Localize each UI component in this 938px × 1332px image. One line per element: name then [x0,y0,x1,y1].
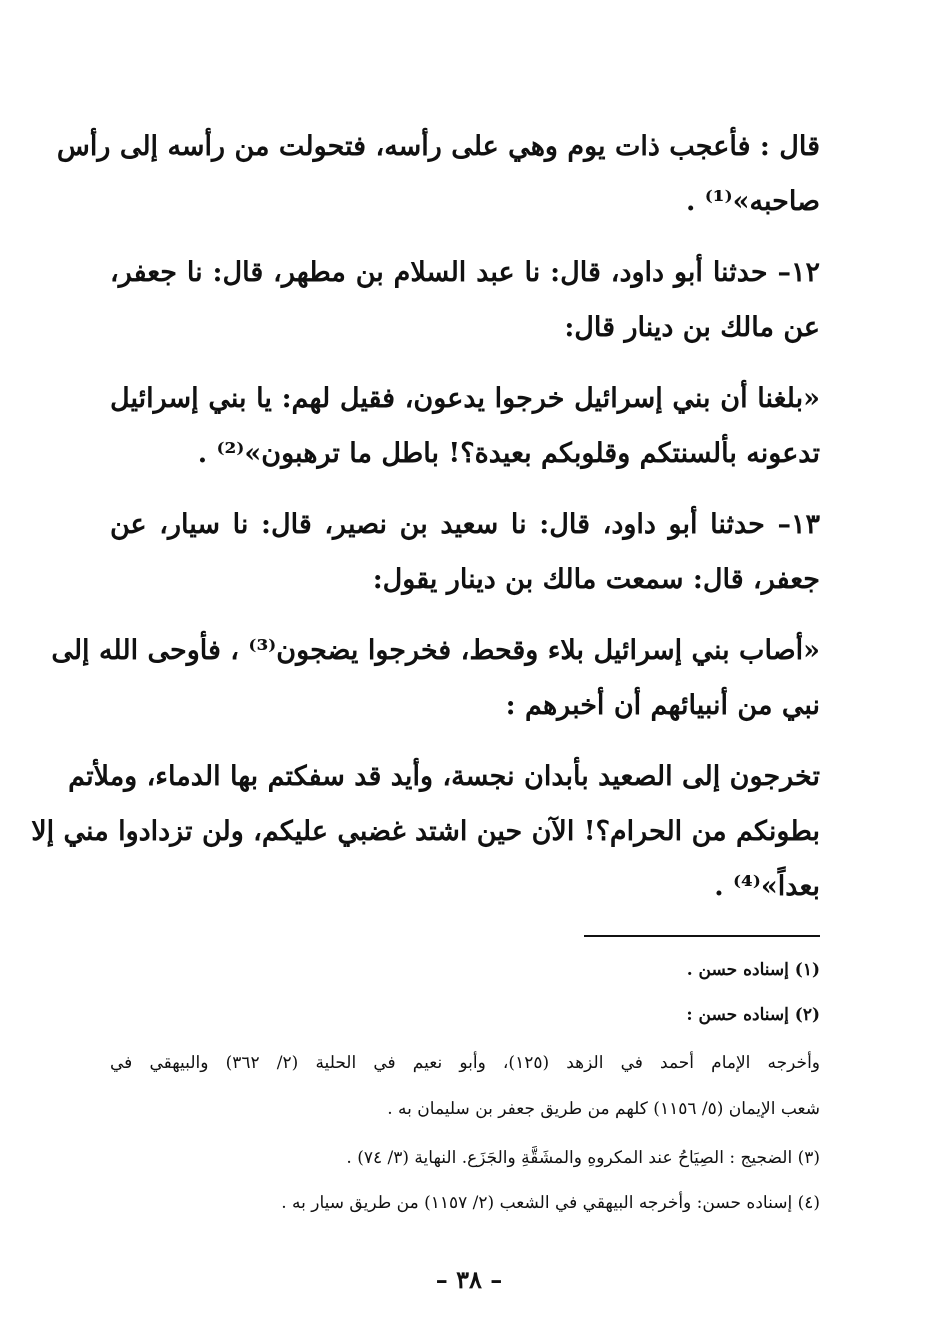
hadith-13-line: جعفر، قال: سمعت مالك بن دينار يقول: [372,564,820,595]
text-line: قال : فأعجب ذات يوم وهي على رأسه، فتحولت من رأسه إلى رأس [56,131,820,162]
footnote-2-body: وأخرجه الإمام أحمد في الزهد (١٢٥)، وأبو نعيم في الحلية (٢/ ٣٦٢) والبيهقي في [110,1053,821,1073]
hadith-12-line: عن مالك بن دينار قال: [564,312,820,343]
hadith-12-line: ١٢– حدثنا أبو داود، قال: نا عبد السلام بن مطهر، قال: نا جعفر، [110,257,820,288]
footnote-1: (١) إسناده حسن . [686,960,820,980]
quote-line: تخرجون إلى الصعيد بأبدان نجسة، وأيد قد سفكتم بها الدماء، وملأتم [68,761,820,792]
footnote-2-body: شعب الإيمان (٥/ ١١٥٦) كلهم من طريق جعفر بن سليمان به . [387,1099,820,1119]
footnote-2: (٢) إسناده حسن : [686,1005,820,1025]
quote-line: بعداً»⁽⁴⁾ . [714,871,820,902]
quote-line: «أصاب بني إسرائيل بلاء وقحط، فخرجوا يضجون⁽³⁾ ، فأوحى الله إلى [51,635,820,666]
quote-line: «بلغنا أن بني إسرائيل خرجوا يدعون، فقيل لهم: يا بني إسرائيل [110,383,820,414]
quote-line: تدعونه بألسنتكم وقلوبكم بعيدة؟! باطل ما ترهبون»⁽²⁾ . [197,438,820,469]
hadith-13-line: ١٣– حدثنا أبو داود، قال: نا سعيد بن نصير، قال: نا سيار، عن [110,509,820,540]
footnote-4: (٤) إسناده حسن: وأخرجه البيهقي في الشعب (٢/ ١١٥٧) من طريق سيار به . [281,1193,820,1213]
text-line: صاحبه»⁽¹⁾ . [685,186,820,217]
page-number: – ٣٨ – [435,1265,503,1294]
footnote-separator [584,935,820,937]
footnote-3: (٣) الضجيج : الصِيَاحُ عند المكروهِ والمشَقَّةِ والجَزَع. النهاية (٣/ ٧٤) . [346,1148,820,1168]
quote-line: بطونكم من الحرام؟! الآن حين اشتد غضبي عليكم، ولن تزدادوا مني إلا [31,816,820,847]
quote-line: نبي من أنبيائهم أن أخبرهم : [505,690,820,721]
